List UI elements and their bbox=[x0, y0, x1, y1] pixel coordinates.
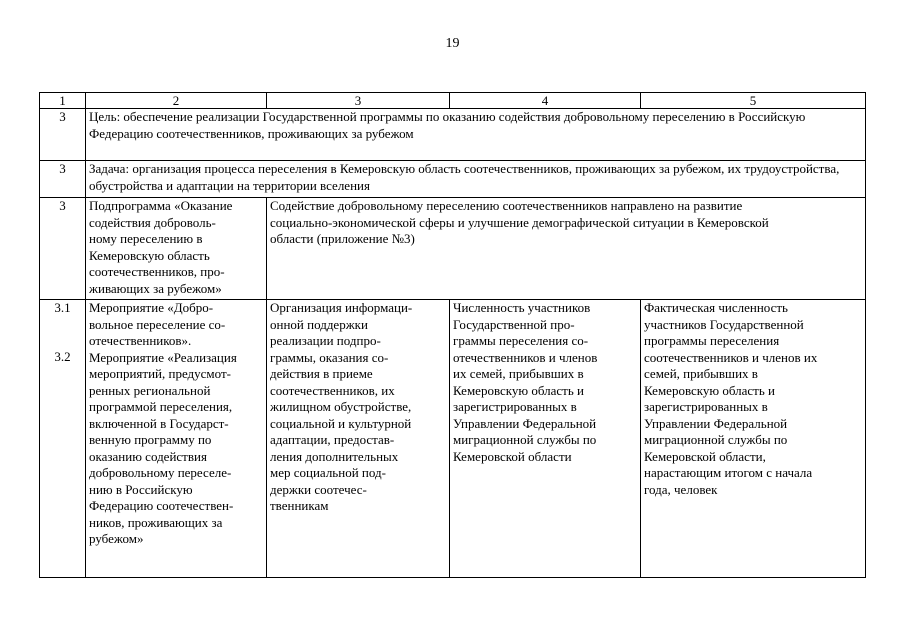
measure-indicator-line: Управлении Федеральной bbox=[453, 415, 597, 431]
measure-actual-line: Фактическая численность bbox=[644, 300, 788, 315]
measure-actual-line: программы переселения bbox=[644, 333, 780, 348]
measure-2-line: включенной в Государст- bbox=[89, 415, 229, 431]
measure-actual-line: миграционной службы по bbox=[644, 432, 788, 447]
measure-actions-line: онной поддержки bbox=[270, 316, 368, 332]
header-row bbox=[40, 93, 866, 109]
subprogram-name-line: Подпрограмма «Оказание bbox=[89, 198, 233, 213]
header-cell-2: 2 bbox=[86, 93, 267, 109]
measure-actual-line: Управлении Федеральной bbox=[644, 415, 788, 431]
measure-2-line: ренных региональной bbox=[89, 382, 211, 398]
measure-actual-line: года, человек bbox=[644, 481, 718, 497]
program-table bbox=[39, 92, 866, 578]
subprogram-name-line: ному переселению в bbox=[89, 231, 203, 246]
measure-numbers bbox=[40, 300, 86, 578]
task-row bbox=[40, 161, 866, 198]
measure-actions bbox=[267, 300, 450, 578]
measure-2-line: добровольному переселе- bbox=[89, 465, 232, 480]
measure-2-line: программой переселения, bbox=[89, 399, 233, 414]
measure-actual-line: зарегистрированных в bbox=[644, 399, 768, 414]
measure-indicator-line: Численность участников bbox=[453, 300, 591, 315]
measure-1-line: Мероприятие «Добро- bbox=[89, 300, 214, 315]
measure-2-line: ников, проживающих за bbox=[89, 514, 223, 530]
measure-indicator-line: Кемеровской области bbox=[453, 448, 572, 464]
measure-number-3-2: 3.2 bbox=[54, 348, 71, 364]
measure-actual-line: нарастающим итогом с начала bbox=[644, 465, 813, 480]
measure-actions-line: социальной и культурной bbox=[270, 415, 412, 431]
measure-actual-line: семей, прибывших в bbox=[644, 366, 758, 381]
goal-row bbox=[40, 109, 866, 161]
measure-actions-line: Организация информаци- bbox=[270, 300, 413, 315]
measure-indicator-line: граммы переселения со- bbox=[453, 333, 589, 348]
measure-names bbox=[86, 300, 267, 578]
subprogram-description-line: области (приложение №3) bbox=[270, 231, 415, 246]
measure-actions-line: соотечественников, их bbox=[270, 382, 395, 398]
subprogram-name-line: соотечественников, про- bbox=[89, 264, 225, 279]
task-number: 3 bbox=[40, 161, 86, 198]
measure-2-line: Мероприятие «Реализация bbox=[89, 349, 237, 365]
measure-actual-line: соотечественников и членов их bbox=[644, 349, 818, 365]
header-cell-5: 5 bbox=[641, 93, 866, 109]
measure-2-line: рубежом» bbox=[89, 531, 144, 546]
measure-actions-line: адаптации, предостав- bbox=[270, 432, 395, 447]
page-number: 19 bbox=[445, 36, 460, 51]
measure-actions-line: ления дополнительных bbox=[270, 448, 399, 464]
measure-indicator-line: отечественников и членов bbox=[453, 349, 598, 365]
subprogram-name-line: содействия доброволь- bbox=[89, 214, 216, 230]
measures-row bbox=[40, 300, 866, 578]
measure-indicator bbox=[450, 300, 641, 578]
measure-2-line: Федерацию соотечествен- bbox=[89, 498, 234, 513]
measure-actions-line: жилищном обустройстве, bbox=[270, 399, 412, 414]
subprogram-description-line: социально-экономической сферы и улучшение демографической ситуации в Кемеровской bbox=[270, 214, 769, 230]
measure-2-line: нию в Российскую bbox=[89, 481, 193, 497]
measure-2-line: оказанию содействия bbox=[89, 448, 207, 464]
measure-actions-line: держки соотечес- bbox=[270, 481, 367, 497]
header-cell-4: 4 bbox=[450, 93, 641, 109]
measure-actual bbox=[641, 300, 866, 578]
measure-number-3-1: 3.1 bbox=[54, 300, 71, 315]
measure-indicator-line: зарегистрированных в bbox=[453, 399, 577, 414]
measure-actual-line: Кемеровскую область и bbox=[644, 382, 776, 398]
measure-indicator-line: их семей, прибывших в bbox=[453, 366, 584, 381]
goal-number: 3 bbox=[40, 109, 86, 161]
measure-indicator-line: Кемеровскую область и bbox=[453, 382, 585, 398]
measure-actual-line: Кемеровской области, bbox=[644, 448, 766, 464]
subprogram-description bbox=[267, 198, 866, 300]
measure-indicator-line: Государственной про- bbox=[453, 316, 575, 332]
subprogram-description-line: Содействие добровольному переселению соотечественников направлено на развитие bbox=[270, 198, 743, 213]
measure-actual-line: участников Государственной bbox=[644, 316, 804, 332]
measure-actions-line: реализации подпро- bbox=[270, 333, 381, 348]
measure-actions-line: твенникам bbox=[270, 498, 329, 513]
measure-actions-line: граммы, оказания со- bbox=[270, 349, 389, 365]
goal-text: Цель: обеспечение реализации Государственной программы по оказанию содействия добровольному переселению в Российскую Федерацию соотечественников, проживающих за рубежом bbox=[86, 109, 866, 161]
subprogram-number: 3 bbox=[40, 198, 86, 300]
measure-1-line: вольное переселение со- bbox=[89, 316, 226, 332]
measure-actions-line: мер социальной под- bbox=[270, 465, 386, 480]
task-text: Задача: организация процесса переселения в Кемеровскую область соотечественников, проживающих за рубежом, их трудоустройства, обустройства и адаптации на территории вселения bbox=[86, 161, 866, 198]
spacer bbox=[43, 333, 82, 349]
header-cell-3: 3 bbox=[267, 93, 450, 109]
subprogram-name-line: Кемеровскую область bbox=[89, 247, 210, 263]
subprogram-row bbox=[40, 198, 866, 300]
header-cell-1: 1 bbox=[40, 93, 86, 109]
measure-indicator-line: миграционной службы по bbox=[453, 432, 597, 447]
measure-2-line: венную программу по bbox=[89, 432, 212, 447]
measure-2-line: мероприятий, предусмот- bbox=[89, 366, 231, 381]
subprogram-name-line: живающих за рубежом» bbox=[89, 280, 222, 296]
subprogram-name bbox=[86, 198, 267, 300]
measure-1-line: отечественников». bbox=[89, 333, 192, 348]
spacer bbox=[43, 317, 82, 333]
measure-actions-line: действия в приеме bbox=[270, 366, 373, 381]
